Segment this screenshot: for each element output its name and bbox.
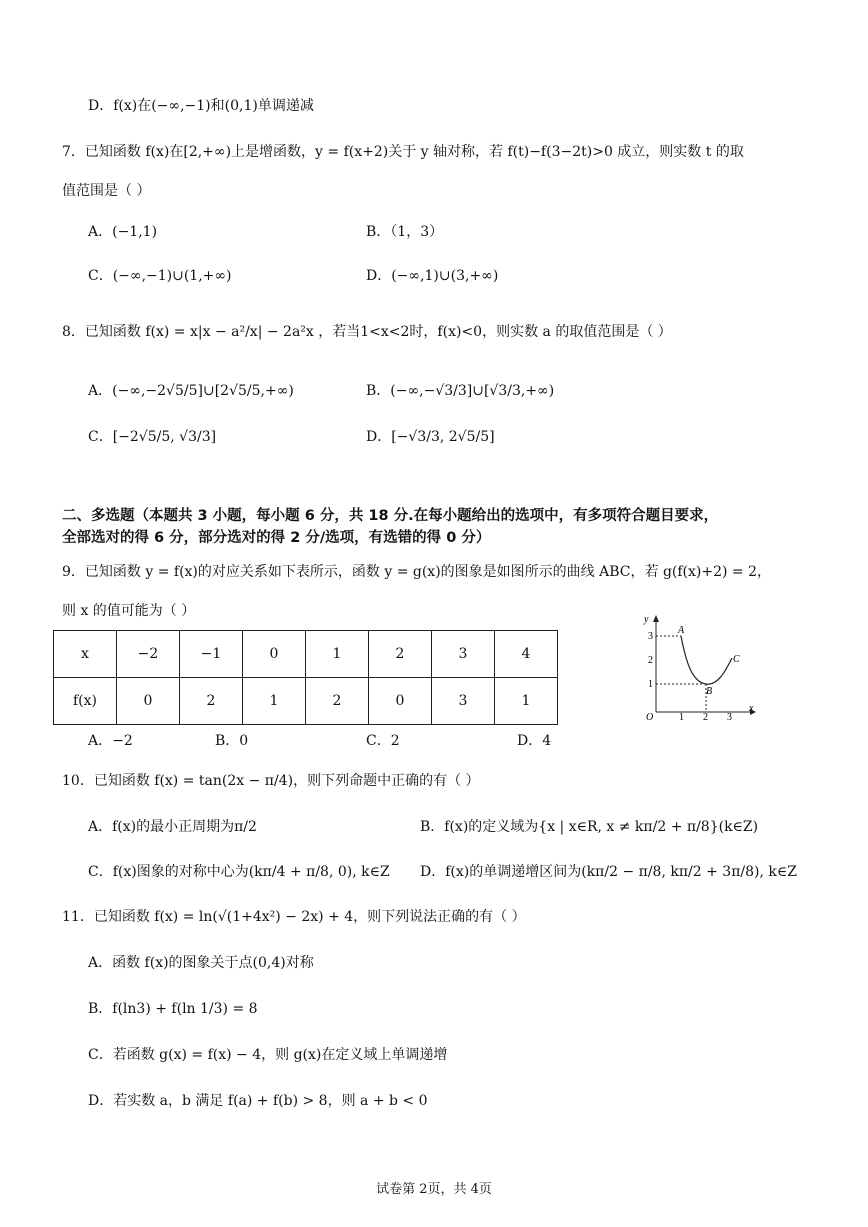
- table-cell: 1: [243, 678, 306, 725]
- x-tick-label: 2: [703, 712, 708, 723]
- x-axis-label: x: [749, 703, 754, 714]
- table-row: [54, 631, 558, 678]
- q10-option-c: C．f(x)图象的对称中心为(kπ/4 + π/8, 0), k∈Z: [88, 864, 390, 880]
- table-cell: −1: [180, 631, 243, 678]
- q9-value-table: [53, 630, 558, 725]
- section-heading-line2: 全部选对的得 6 分，部分选对的得 2 分/选项，有选错的得 0 分）: [62, 530, 491, 546]
- table-cell: 0: [117, 678, 180, 725]
- point-b-label: B: [706, 686, 713, 697]
- table-header-fx: f(x): [54, 678, 117, 725]
- origin-label: O: [646, 712, 654, 723]
- q10-option-d: D．f(x)的单调递增区间为(kπ/2 − π/8, kπ/2 + 3π/8), k∈Z: [420, 864, 797, 880]
- q9-option-b: B．0: [215, 733, 249, 749]
- point-a-label: A: [678, 625, 685, 636]
- table-cell: 3: [432, 678, 495, 725]
- q9-option-c: C．2: [366, 733, 400, 749]
- q9-stem-line2: 则 x 的值可能为（ ）: [62, 603, 196, 619]
- table-cell: 2: [369, 631, 432, 678]
- page-footer: 试卷第 2页，共 4页: [376, 1182, 492, 1197]
- x-tick-label: 1: [679, 712, 684, 723]
- q7-option-a: A．(−1,1): [88, 224, 158, 240]
- x-tick-label: 3: [727, 712, 732, 723]
- section-heading-line1: 二、多选题（本题共 3 小题，每小题 6 分，共 18 分.在每小题给出的选项中，有多项符合题目要求，: [62, 508, 719, 524]
- y-tick-label: 1: [648, 679, 653, 690]
- table-cell: 1: [306, 631, 369, 678]
- q10-option-a: A．f(x)的最小正周期为π/2: [88, 819, 257, 835]
- q10-option-b: B．f(x)的定义域为{x | x∈R, x ≠ kπ/2 + π/8}(k∈Z): [420, 819, 759, 835]
- q7-stem-line2: 值范围是（ ）: [62, 183, 151, 199]
- table-cell: 2: [306, 678, 369, 725]
- table-cell: 0: [369, 678, 432, 725]
- point-c-label: C: [733, 654, 740, 665]
- table-cell: 1: [495, 678, 558, 725]
- table-cell: −2: [117, 631, 180, 678]
- q11-option-d: D．若实数 a，b 满足 f(a) + f(b) > 8，则 a + b < 0: [88, 1093, 428, 1109]
- table-header-x: x: [54, 631, 117, 678]
- q11-stem: 11．已知函数 f(x) = ln(√(1+4x²) − 2x) + 4，则下列说法正确的有（ ）: [62, 909, 526, 925]
- y-axis-arrow-icon: [653, 615, 659, 622]
- q9-option-a: A．−2: [88, 733, 133, 749]
- q8-stem: 8．已知函数 f(x) = x|x − a²/x| − 2a²x ，若当1<x<2时，f(x)<0，则实数 a 的取值范围是（ ）: [62, 324, 672, 340]
- q11-option-c: C．若函数 g(x) = f(x) − 4，则 g(x)在定义域上单调递增: [88, 1047, 448, 1063]
- table-cell: 3: [432, 631, 495, 678]
- q6-option-d: D．f(x)在(−∞,−1)和(0,1)单调递减: [88, 98, 314, 114]
- curve-abc: [681, 636, 732, 684]
- q11-option-b: B．f(ln3) + f(ln 1/3) = 8: [88, 1001, 258, 1017]
- q10-stem: 10．已知函数 f(x) = tan(2x − π/4)，则下列命题中正确的有（ ）: [62, 773, 480, 789]
- table-cell: 2: [180, 678, 243, 725]
- q7-option-c: C．(−∞,−1)∪(1,+∞): [88, 268, 232, 284]
- y-tick-label: 2: [648, 655, 653, 666]
- q8-option-b: B．(−∞,−√3/3]∪[√3/3,+∞): [366, 383, 555, 399]
- table-row: [54, 678, 558, 725]
- q8-option-d: D．[−√3/3, 2√5/5]: [366, 429, 495, 445]
- q9-stem-line1: 9．已知函数 y = f(x)的对应关系如下表所示，函数 y = g(x)的图象是如图所示的曲线 ABC，若 g(f(x)+2) = 2，: [62, 564, 772, 580]
- q7-option-d: D．(−∞,1)∪(3,+∞): [366, 268, 499, 284]
- q9-curve-graph: [636, 612, 756, 728]
- q8-option-a: A．(−∞,−2√5/5]∪[2√5/5,+∞): [88, 383, 294, 399]
- q11-option-a: A．函数 f(x)的图象关于点(0,4)对称: [88, 955, 314, 971]
- q7-stem-line1: 7．已知函数 f(x)在[2,+∞)上是增函数，y = f(x+2)关于 y 轴对称，若 f(t)−f(3−2t)>0 成立，则实数 t 的取: [62, 144, 744, 160]
- y-axis-label: y: [644, 614, 649, 625]
- table-cell: 4: [495, 631, 558, 678]
- q8-option-c: C．[−2√5/5, √3/3]: [88, 429, 217, 445]
- q7-option-b: B．（1，3）: [366, 224, 444, 240]
- y-tick-label: 3: [648, 631, 653, 642]
- q9-option-d: D．4: [517, 733, 552, 749]
- table-cell: 0: [243, 631, 306, 678]
